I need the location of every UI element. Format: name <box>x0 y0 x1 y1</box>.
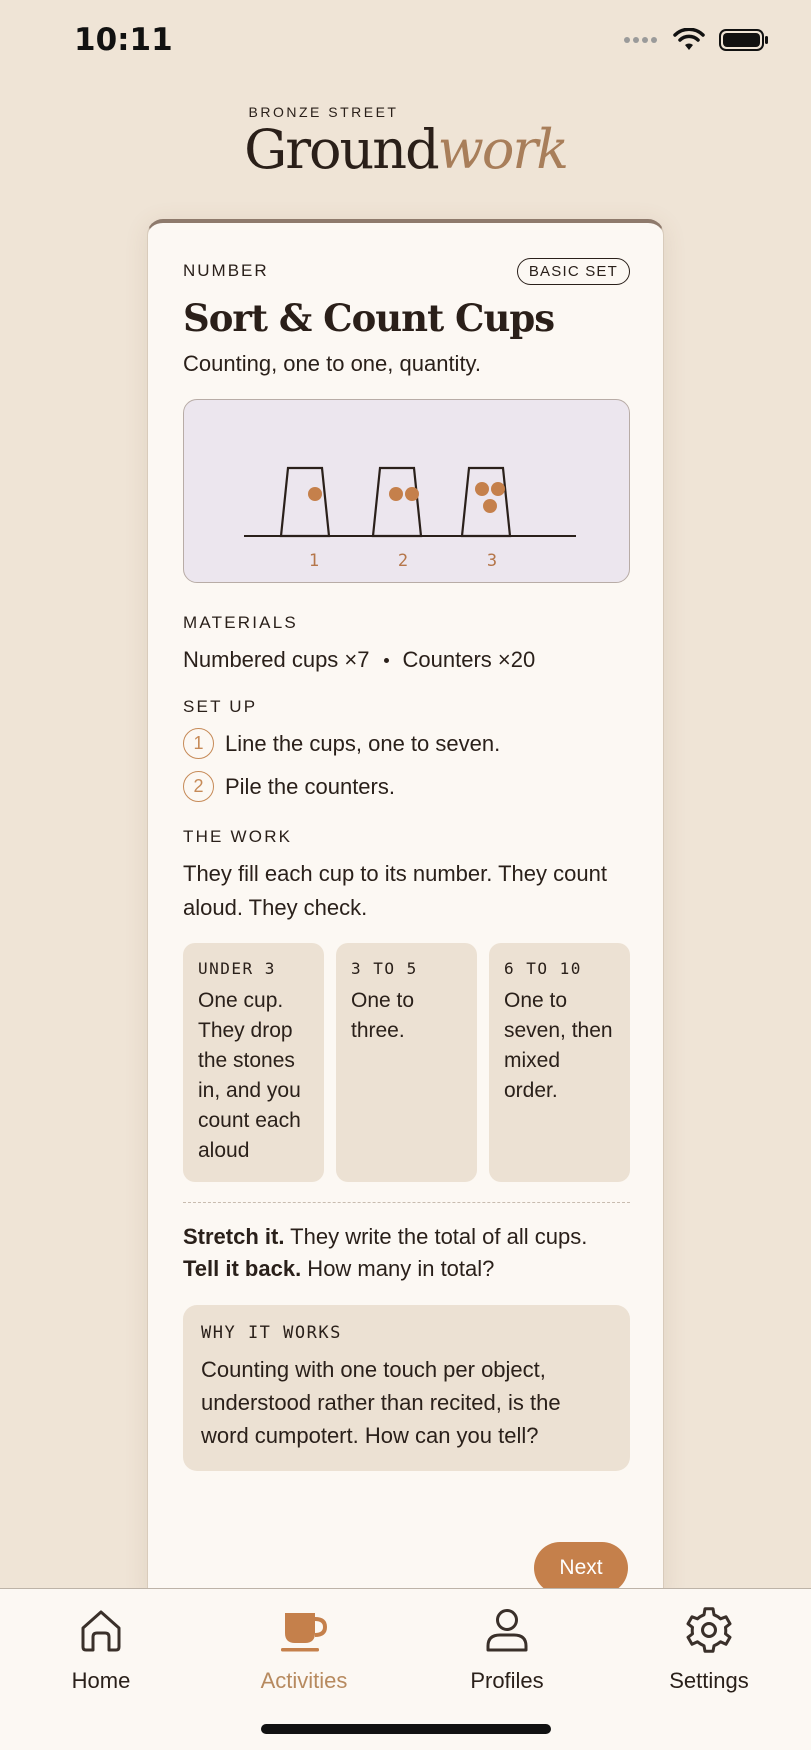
wifi-icon <box>673 28 705 52</box>
brand-kicker: BRONZE STREET <box>248 104 399 120</box>
status-bar <box>0 0 811 90</box>
cup-label-2: 2 <box>397 551 409 571</box>
cup-2 <box>373 468 421 536</box>
why-text: Counting with one touch per object, understood rather than recited, is the word cumpotert. How can you tell? <box>201 1357 561 1448</box>
activity-illustration <box>183 399 630 583</box>
material-item: Counters ×20 <box>402 647 536 672</box>
counter <box>389 487 403 501</box>
home-icon <box>78 1607 124 1653</box>
next-button[interactable]: Next <box>534 1542 628 1594</box>
cups-illustration <box>184 400 631 584</box>
brand-logo <box>0 120 811 180</box>
activity-card-content <box>183 257 630 1471</box>
age-card-6-to-10 <box>489 943 630 1182</box>
counter <box>308 487 322 501</box>
person-icon <box>484 1607 530 1653</box>
extension-notes <box>183 1221 630 1285</box>
age-title: 3 TO 5 <box>351 959 418 978</box>
status-time: 10:11 <box>74 22 173 58</box>
brand-name-main: Ground <box>244 118 438 181</box>
tab-settings[interactable] <box>629 1607 789 1694</box>
cup-label-3: 3 <box>486 551 498 571</box>
tellback-text: How many in total? <box>301 1256 495 1281</box>
activity-card <box>147 219 664 1599</box>
activity-category: NUMBER <box>183 261 269 280</box>
age-text: One to seven, then mixed order. <box>504 989 613 1102</box>
setup-step <box>183 727 630 760</box>
work-label: THE WORK <box>183 827 293 846</box>
dashed-divider <box>183 1202 630 1203</box>
step-number: 1 <box>183 728 214 759</box>
signal-icon <box>623 35 659 45</box>
counter <box>405 487 419 501</box>
materials-list <box>183 647 630 673</box>
tellback-line <box>183 1253 630 1285</box>
brand-header <box>0 104 811 180</box>
age-card-3-to-5 <box>336 943 477 1182</box>
cup-1 <box>281 468 329 536</box>
cup-label-1: 1 <box>308 551 320 571</box>
step-number: 2 <box>183 771 214 802</box>
materials-label: MATERIALS <box>183 613 298 632</box>
tab-activities[interactable] <box>224 1607 384 1694</box>
home-indicator <box>261 1724 551 1734</box>
gear-icon <box>686 1607 732 1653</box>
cup-icon <box>279 1607 329 1653</box>
age-text: One cup. They drop the stones in, and you count each aloud <box>198 989 301 1162</box>
battery-icon <box>719 28 769 52</box>
setup-step <box>183 770 630 803</box>
tab-label: Settings <box>669 1668 749 1693</box>
status-icons <box>623 28 769 52</box>
counter <box>475 482 489 496</box>
card-header-row <box>183 257 630 285</box>
counter <box>491 482 505 496</box>
work-description: They fill each cup to its number. They count aloud. They check. <box>183 861 607 920</box>
tab-label: Activities <box>260 1668 348 1693</box>
tab-profiles[interactable] <box>427 1607 587 1694</box>
age-card-under-3 <box>183 943 324 1182</box>
stretch-text: They write the total of all cups. <box>284 1224 588 1249</box>
step-text: Pile the counters. <box>225 773 395 799</box>
tab-label: Home <box>71 1668 131 1693</box>
set-badge: BASIC SET <box>517 258 630 285</box>
setup-label: SET UP <box>183 697 258 716</box>
stretch-label: Stretch it. <box>183 1224 285 1249</box>
tellback-label: Tell it back. <box>183 1256 302 1281</box>
stretch-line <box>183 1221 630 1253</box>
age-groups <box>183 943 630 1182</box>
activity-title: Sort & Count Cups <box>183 296 555 340</box>
why-title: WHY IT WORKS <box>201 1323 342 1343</box>
material-item: Numbered cups ×7 <box>183 647 370 672</box>
age-title: 6 TO 10 <box>504 959 582 978</box>
brand-name-accent: work <box>437 118 567 181</box>
counter <box>483 499 497 513</box>
step-text: Line the cups, one to seven. <box>225 730 501 756</box>
age-text: One to three. <box>351 989 415 1042</box>
activity-subtitle: Counting, one to one, quantity. <box>183 351 482 376</box>
tab-home[interactable] <box>21 1607 181 1694</box>
tab-label: Profiles <box>470 1668 544 1693</box>
age-title: UNDER 3 <box>198 959 276 978</box>
separator-dot <box>384 658 389 663</box>
why-it-works-box <box>183 1305 630 1471</box>
